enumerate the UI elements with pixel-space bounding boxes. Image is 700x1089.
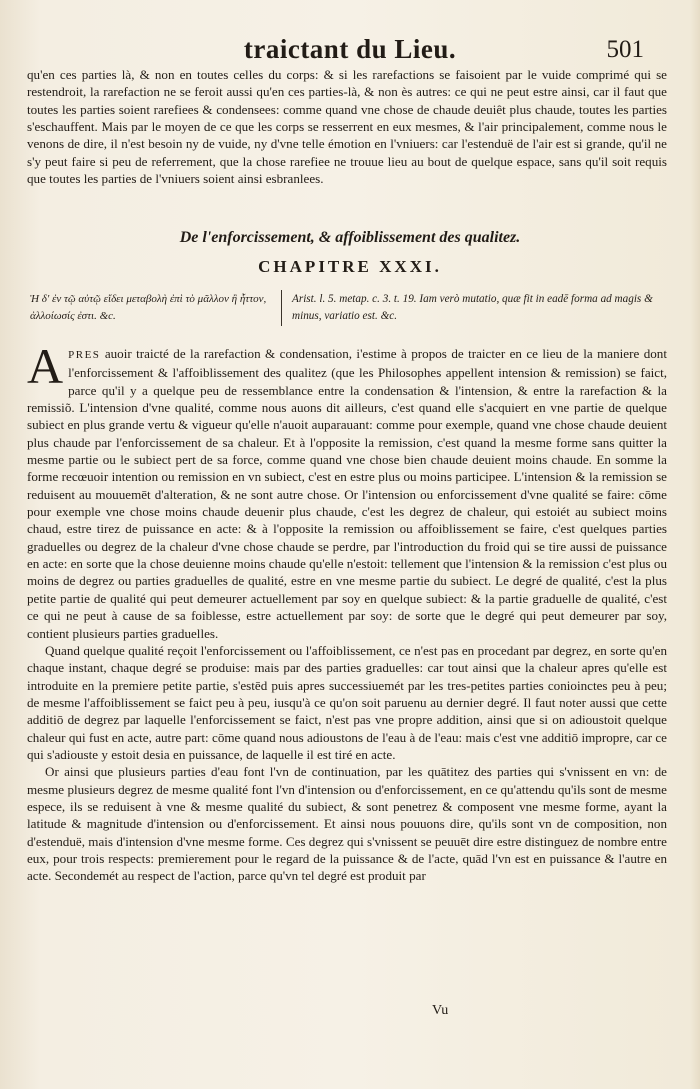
epigraph-greek: Ἡ δ' ἐν τῷ αὐτῷ εἴδει μεταβολὴ ἐπὶ τὸ μᾶλλον ἢ ἧττον, ἀλλοίωσίς ἐστι. &c. xyxy=(30,293,267,322)
drop-cap: A xyxy=(27,338,64,394)
paragraph-lead: PRES xyxy=(68,349,101,361)
epigraph-latin: Arist. l. 5. metap. c. 3. t. 19. Iam verò mutatio, quæ fit in eadē forma ad magis & minus, variatio est. &c. xyxy=(292,293,653,322)
paragraph: qu'en ces parties là, & non en toutes celles du corps: & si les rarefactions se faisoient par le vuide comprimé qui se restendroit, la rarefaction ne se feroit aussi qu'en ces parties-là, & non ès autres: ce qui ne peut estre ainsi, car il faut que toutes les parties soient rarefiees & condensees: comme quand vne chose de chaude deuiêt plus chaude, toutes les parties s'eschauffent. Mais par le moyen de ce que les corps se resserrent en eux mesmes, & l'air principalement, comme nous le venons de dire, il n'est besoin ny de vuide, ny d'vne telle émotion en l'vniuers: car l'estenduë de l'air est si grande, qu'il ne s'y peut faire si peu de referrement, que la chose rarefiee ne trouue lieu au bout de quelque espace, sans qu'il soit requis que toutes les parties de l'vniuers soient ainsi esbranlees. xyxy=(27,67,667,187)
page-number: 501 xyxy=(606,36,644,63)
paragraph-body: auoir traicté de la rarefaction & condensation, i'estime à propos de traicter en ce lieu de la maniere dont l'enforcissement & l'affoiblissement des qualitez (que les Philosophes appellent intension & remission) se faict, parce qu'il y a quelque peu de ressemblance entre la condensation & l'intension, & entre la rarefaction & la remissiõ. L'intension d'vne qualité, comme nous auons dit ailleurs, c'est quand elle s'acquiert en vne partie de quelque subiect en plus grande vertu & vigueur qu'elle n'auoit auparauant: comme pour exemple, quand vne chose chaude deuient plus chaude par l'enforcissement de sa chaleur. Et à l'opposite la remission, c'est quand la mesme forme sans quitter la mesme partie ou le subiect pert de sa force, comme quand vne chose bien chaude deuient moins chaude. En somme la forme recœuoir intention ou remission en vn subiect, c'est en estre plus ou moins participee. L'intension & la remission se reduisent au mouuemēt d'alteration, & ne sont autre chose. Or l'intension ou enforcissement d'vne qualité se faire: cōme pour exemple vne chose moins chaude deuenir plus chaude, c'est les degrez de chaleur, qui estoiét au subiect moins chaud, estre tirez de puissance en acte: & à l'opposite la remission ou affoiblissement se faire, c'est quelques parties graduelles ou degrez de la chaleur d'vne chose chaude se perdre, par l'introduction du froid qui se tire aussi de puissance en acte: en sorte que la chose deuienne moins chaude qu'elle n'estoit: tellement que l'intension & la remission c'est plus ou moins de degrez ou parties graduelles de qualité, estre en vne mesme partie du subiect. Le degré de qualité, c'est la plus petite partie de qualité qui peut demeurer actuellement par soy en quelque subiect: & la partie graduelle de qualité, c'est ce qui ne peut à cause de sa foiblesse, estre actuellement par soy: de sorte que le degré qui peut demeurer par soy, contient plusieurs parties graduelles. xyxy=(27,346,667,641)
epigraph-divider xyxy=(281,290,282,326)
text-block-chapter xyxy=(27,338,667,885)
page-header xyxy=(0,30,700,70)
text-block-opening xyxy=(27,66,667,187)
section-title: De l'enforcissement, & affoiblissement des qualitez. xyxy=(179,229,521,246)
chapter-title: CHAPITRE XXXI. xyxy=(258,257,442,276)
paragraph: Quand quelque qualité reçoit l'enforcissement ou l'affoiblissement, ce n'est pas en procedant par degrez, en sorte qu'en chaque instant, chaque degré se produise: mais par des parties graduelles: car tout ainsi que la chaleur apres qu'elle est introduite en la premiere petite partie, s'estēd puis apres successiuemét par les tres-petites parties conioinctes peu à peu; de mesme l'affoiblissement se faict peu à peu, iusqu'à ce qu'on soit paruenu au dernier degré. Il faut noter aussi que cette additiō de degrez par laquelle l'enforcissement se faict, n'est pas vne propre addition, ainsi que si on adioustoit quelque chaleur qui fust en acte, autre part: cōme quand nous adioustons de l'eau à de l'eau: mais c'est vne additiō impropre, car ce qui s'adiouste y estoit desia en puissance, de laquelle il est tiré en acte. xyxy=(27,642,667,762)
paragraph xyxy=(27,338,667,642)
running-title: traictant du Lieu. xyxy=(243,34,457,64)
paragraph: Or ainsi que plusieurs parties d'eau font l'vn de continuation, par les quātitez des parties qui s'vnissent en vn: de mesme plusieurs degrez de mesme qualité font l'vn d'intension ou d'enforcissement, en ce qu'attendu qu'ils sont de mesme espece, ils se reduisent à vne & mesme qualité du subiect, & sont penetrez & composent vne mesme forme, ayant la latitude & magnitude d'intension ou d'enforcissement. Et ainsi nous pouuons dire, qu'ils sont vn de composition, non d'estenduë, mais d'intension d'vne mesme forme. Ces degrez qui s'vnissent se peuuēt dire estre distinguez de nombre entre eux, pour trois respects: premierement pour le regard de la puissance & de l'acte, quād l'vn est en puissance & l'autre en acte. Secondemét au respect de l'action, parce qu'vn tel degré est produit par xyxy=(27,764,667,884)
catchword: Vu xyxy=(432,1003,449,1018)
